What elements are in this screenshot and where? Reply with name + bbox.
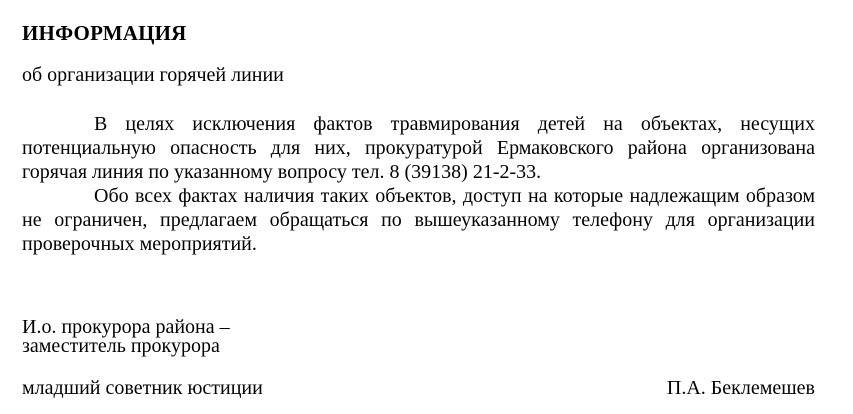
- document-title: ИНФОРМАЦИЯ: [22, 21, 187, 45]
- body-paragraph: В целях исключения фактов травмирования детей на объектах, несущих потенциальную опасность для них, прокуратурой Ермаковского района организована горячая линия по указанному вопросу тел. 8 (39138) 21-2-33.: [22, 113, 815, 183]
- signatory-name: П.А. Беклемешев: [666, 377, 815, 399]
- signatory-rank: младший советник юстиции: [22, 377, 263, 399]
- document-body: [22, 112, 815, 256]
- signatory-position: [22, 318, 230, 356]
- signatory-position-line: И.о. прокурора района –: [22, 316, 230, 338]
- body-paragraph: Обо всех фактах наличия таких объектов, доступ на которые надлежащим образом не ограничен, предлагаем обращаться по вышеуказанному телефону для организации проверочных мероприятий.: [22, 185, 815, 255]
- document-subtitle: об организации горячей линии: [22, 64, 284, 86]
- signatory-position-line: заместитель прокурора: [22, 335, 220, 357]
